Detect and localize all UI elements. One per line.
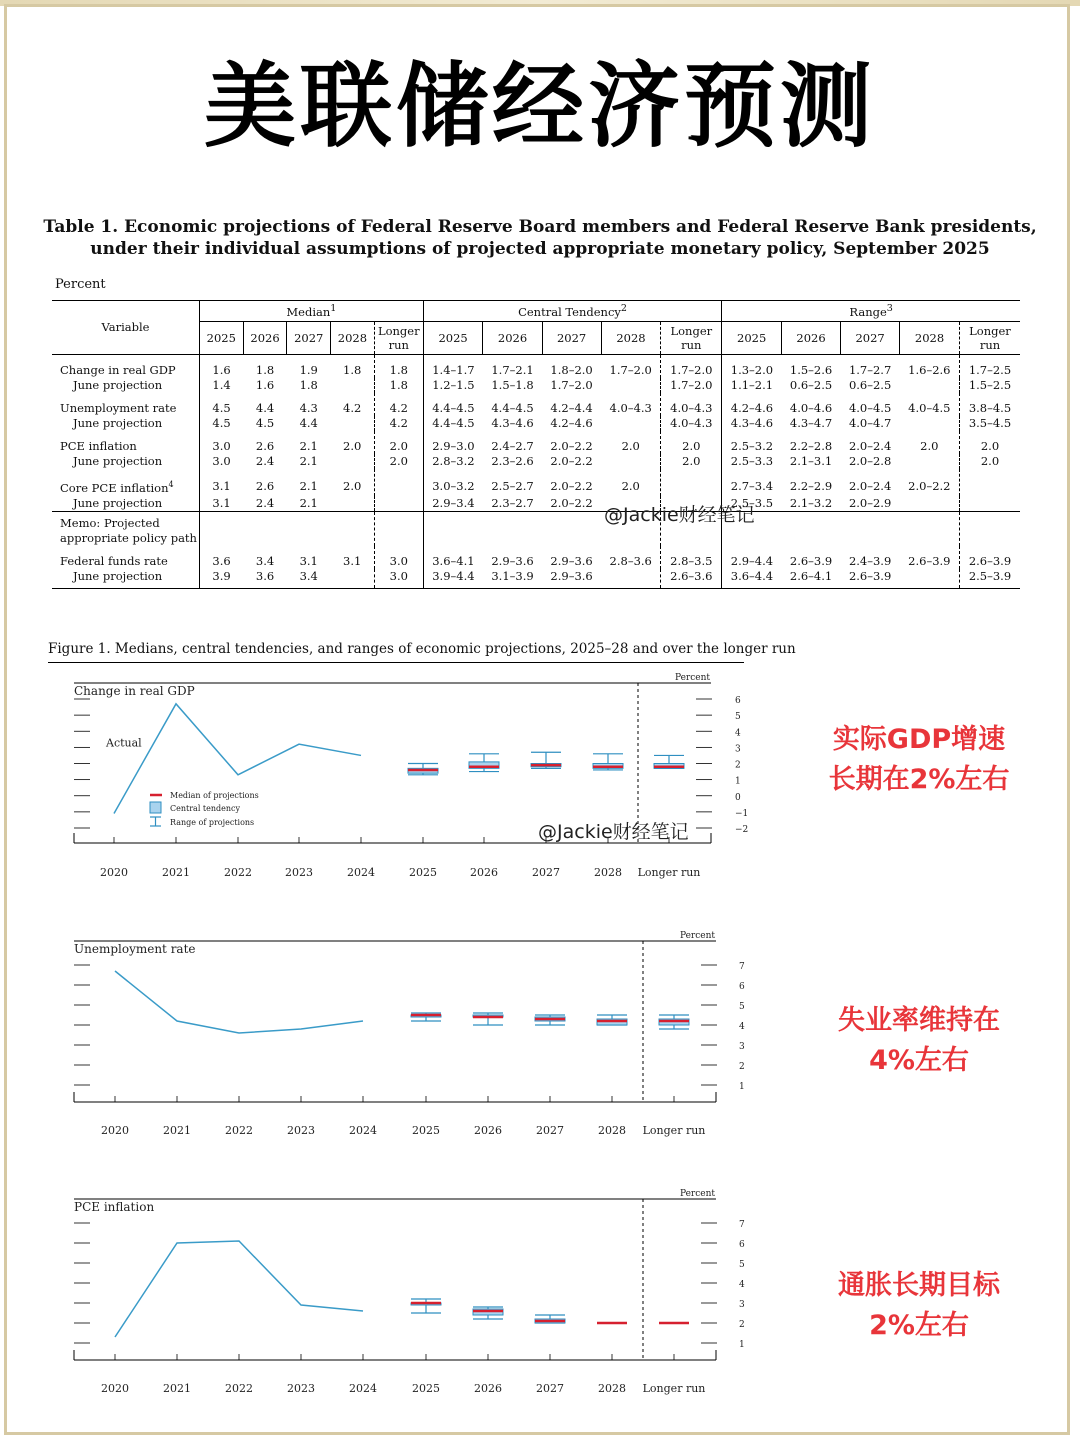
x-tick-label: 2028 (598, 1124, 626, 1137)
table-cell-ct: 2.5–2.7 (491, 478, 534, 493)
table-cell-median: 2.0 (343, 438, 362, 453)
y-axis-label: Percent (679, 1189, 715, 1199)
actual-label: Actual (106, 736, 142, 750)
table-cell-ct: 2.0 (621, 438, 640, 453)
y-axis-label: Percent (674, 673, 710, 683)
table-cell-median: 4.5 (199, 393, 243, 416)
y-tick-label: 3 (739, 1042, 745, 1052)
table-cell-median: 2.1 (299, 438, 318, 453)
table-cell-ct: 1.4–1.7 (423, 354, 483, 378)
table-cell-range: 2.0–2.2 (908, 478, 951, 493)
x-tick-label: 2028 (598, 1382, 626, 1395)
table-cell-median: 2.4 (255, 495, 275, 510)
table-cell-ct: 2.3–2.6 (491, 453, 534, 468)
row-label-text: Federal funds rate (60, 553, 168, 568)
year-header-median: 2028 (331, 321, 375, 354)
x-tick-label: 2026 (474, 1382, 502, 1395)
table-cell-median: 3.0 (199, 431, 243, 454)
table-cell-ct: 4.4–4.5 (423, 416, 483, 431)
table-cell-ct: 4.2–4.4 (550, 400, 593, 415)
table-cell-range: 2.6–3.9 (841, 569, 900, 589)
y-tick-label: 2 (735, 760, 741, 771)
table-cell-ct: 1.7–2.0 (550, 377, 593, 392)
table-cell-range: 2.6–3.9 (960, 546, 1021, 569)
x-tick-label: 2027 (532, 866, 560, 879)
y-tick-label: 1 (739, 1082, 745, 1092)
figure-title: Figure 1. Medians, central tendencies, and ranges of economic projections, 2025–28 and over the longer run (48, 641, 796, 657)
table-cell-ct: 1.7–2.1 (491, 362, 534, 377)
x-tick-label: 2025 (412, 1382, 440, 1395)
x-tick-label: 2022 (225, 1124, 253, 1137)
range-header-sup: 3 (886, 303, 893, 314)
x-tick-label: 2028 (594, 866, 622, 879)
median-header-label: Median (286, 304, 331, 319)
table-cell-range: 4.3–4.7 (789, 415, 833, 430)
variable-header: Variable (52, 301, 199, 355)
year-header-ct: Longer run (661, 321, 722, 354)
table-cell-median: 2.6 (255, 438, 275, 453)
table-cell-ct: 2.4–2.7 (491, 438, 534, 453)
table-cell-median: 1.9 (299, 362, 318, 377)
y-tick-label: 6 (739, 982, 745, 992)
y-tick-label: 3 (735, 744, 741, 755)
actual-series-line (115, 971, 363, 1033)
x-tick-label: 2020 (101, 1382, 129, 1395)
table-cell-range: 2.0–2.9 (848, 495, 892, 510)
x-tick-label: 2021 (162, 866, 190, 879)
year-header-range: 2025 (722, 321, 782, 354)
table-cell-range: 0.6–2.5 (789, 377, 833, 392)
annotation-inflation-line1: 通胀长期目标 (838, 1270, 1000, 1301)
y-tick-label: 4 (735, 728, 741, 739)
table-cell-ct: 2.0 (621, 478, 640, 493)
table-cell-ct: 2.9–3.6 (542, 569, 601, 589)
table-cell-ct: 2.8–3.2 (423, 454, 483, 469)
x-tick-label: 2026 (474, 1124, 502, 1137)
table-cell-range: 2.1–3.1 (789, 453, 833, 468)
table-cell-ct: 1.5–1.8 (491, 377, 534, 392)
x-tick-label: Longer run (642, 1382, 706, 1395)
table-cell-range: 2.0–2.8 (848, 453, 892, 468)
table-cell-ct: 4.4–4.5 (423, 393, 483, 416)
x-tick-label: 2020 (100, 866, 128, 879)
table-cell-range: 2.5–3.2 (722, 431, 782, 454)
year-header-range: Longer run (960, 321, 1021, 354)
table-cell-ct: 4.2–4.6 (550, 415, 593, 430)
table-cell-median: 2.1 (299, 478, 318, 493)
annotation-gdp-line1: 实际GDP增速 (832, 724, 1006, 755)
table-cell-range: 1.5–2.5 (960, 378, 1021, 393)
row-label-text: June projection (73, 415, 163, 430)
table-cell-range: 2.2–2.9 (789, 478, 833, 493)
watermark-chart: @Jackie财经笔记 (538, 821, 689, 843)
table-cell-range: 2.0 (920, 438, 939, 453)
table-cell-range: 1.1–2.1 (722, 378, 782, 393)
table-cell-ct: 3.9–4.4 (423, 569, 483, 589)
table-cell-median: 1.8 (343, 362, 362, 377)
x-tick-label: 2023 (287, 1124, 315, 1137)
table-cell-median: 1.8 (299, 377, 318, 392)
legend-median-label: Median of projections (170, 791, 259, 800)
table-cell-median: 4.3 (299, 400, 318, 415)
table-cell-range: 2.6–3.9 (789, 553, 833, 568)
y-tick-label: 5 (739, 1260, 745, 1270)
table-cell-range: 2.7–3.4 (722, 469, 782, 496)
table-cell-range: 1.7–2.5 (960, 354, 1021, 378)
x-tick-label: Longer run (637, 866, 701, 879)
year-header-median: 2027 (287, 321, 331, 354)
table-cell-median: 4.2 (374, 416, 423, 431)
table-cell-ct: 1.7–2.0 (661, 378, 722, 393)
table-cell-ct: 2.9–3.6 (491, 553, 534, 568)
annotation-gdp-line2: 长期在2%左右 (828, 764, 1010, 795)
table-cell-median: 1.6 (255, 377, 275, 392)
y-axis-label: Percent (679, 931, 715, 941)
table-cell-ct: 2.0 (661, 454, 722, 469)
x-tick-label: 2027 (536, 1382, 564, 1395)
year-header-ct: 2025 (423, 321, 483, 354)
table-cell-ct: 2.8–3.6 (609, 553, 652, 568)
table-cell-ct: 2.0–2.2 (550, 495, 593, 510)
table-cell-median: 3.0 (199, 454, 243, 469)
legend-range-label: Range of projections (170, 818, 255, 827)
table-cell-median: 1.8 (255, 362, 275, 377)
y-tick-label: 6 (739, 1240, 745, 1250)
table-cell-median: 3.4 (287, 569, 331, 589)
table-cell-median: 4.5 (199, 416, 243, 431)
y-tick-label: 6 (735, 696, 741, 706)
y-tick-label: 5 (735, 712, 741, 723)
row-label-text: June projection (73, 377, 163, 392)
y-tick-label: 1 (735, 776, 741, 787)
x-tick-label: 2020 (101, 1124, 129, 1137)
table-cell-range: 3.8–4.5 (960, 393, 1021, 416)
table-cell-range: 1.6–2.6 (908, 362, 951, 377)
table-cell-median: 4.5 (255, 415, 275, 430)
chart-title: Unemployment rate (74, 942, 196, 956)
row-label-text: June projection (73, 495, 163, 510)
table-cell-range: 2.0 (960, 431, 1021, 454)
x-tick-label: 2022 (224, 866, 252, 879)
table-cell-median: 2.0 (374, 431, 423, 454)
table-cell-ct: 4.0–4.3 (609, 400, 652, 415)
table-cell-median: 3.0 (374, 546, 423, 569)
table-cell-ct: 4.0–4.3 (661, 416, 722, 431)
table-cell-range: 2.4–3.9 (848, 553, 892, 568)
table-cell-ct: 2.0–2.2 (550, 438, 593, 453)
y-tick-label: 2 (739, 1320, 745, 1330)
memo-label-line1: Memo: Projected (60, 515, 160, 530)
y-tick-label: −2 (735, 825, 749, 835)
year-header-median: 2025 (199, 321, 243, 354)
y-tick-label: 5 (739, 1002, 745, 1012)
table-cell-median: 3.1 (199, 496, 243, 512)
ct-header-label: Central Tendency (518, 304, 621, 319)
table-cell-median: 2.1 (299, 453, 318, 468)
table-cell-ct: 1.7–2.0 (661, 354, 722, 378)
year-header-ct: 2028 (601, 321, 661, 354)
table-cell-ct: 2.0–2.2 (550, 478, 593, 493)
year-header-median: Longer run (374, 321, 423, 354)
table-cell-range: 3.5–4.5 (960, 416, 1021, 431)
year-header-median: 2026 (243, 321, 287, 354)
year-header-ct: 2027 (542, 321, 601, 354)
x-tick-label: 2025 (412, 1124, 440, 1137)
row-label-sup: 4 (168, 479, 174, 489)
table-cell-median: 3.6 (199, 546, 243, 569)
table-unit: Percent (55, 277, 106, 292)
memo-label-line2: appropriate policy path (60, 530, 197, 545)
table-cell-median: 3.6 (243, 569, 287, 589)
ct-header-sup: 2 (620, 303, 628, 314)
x-tick-label: 2022 (225, 1382, 253, 1395)
annotation-inflation-line2: 2%左右 (869, 1310, 969, 1341)
table-cell-range: 2.0–2.4 (848, 438, 892, 453)
table-cell-range: 2.9–4.4 (722, 546, 782, 569)
median-header-sup: 1 (330, 303, 337, 314)
table-cell-range: 3.6–4.4 (722, 569, 782, 589)
table-cell-range: 4.0–4.6 (789, 400, 833, 415)
table-cell-ct: 2.6–3.6 (661, 569, 722, 589)
x-tick-label: 2023 (285, 866, 313, 879)
table-cell-ct: 2.9–3.0 (423, 431, 483, 454)
table-cell-range: 2.5–3.5 (722, 496, 782, 512)
x-tick-label: 2025 (409, 866, 437, 879)
x-tick-label: 2023 (287, 1382, 315, 1395)
table-cell-median: 1.6 (199, 354, 243, 378)
y-tick-label: 1 (739, 1340, 745, 1350)
range-header-label: Range (849, 304, 887, 319)
table-cell-range: 1.7–2.7 (848, 362, 892, 377)
table-cell-median: 4.2 (343, 400, 362, 415)
table-cell-median: 1.4 (199, 378, 243, 393)
table-cell-ct: 2.9–3.6 (550, 553, 593, 568)
table-cell-ct: 4.4–4.5 (491, 400, 534, 415)
table-cell-median: 3.1 (343, 553, 362, 568)
y-tick-label: 7 (739, 962, 745, 972)
table-cell-median: 3.4 (255, 553, 275, 568)
legend-ct-swatch (150, 802, 161, 813)
table-cell-range: 2.6–4.1 (782, 569, 841, 589)
table-cell-range: 1.5–2.6 (789, 362, 833, 377)
table-cell-median: 4.4 (255, 400, 275, 415)
actual-series-line (115, 1241, 363, 1337)
year-header-ct: 2026 (483, 321, 542, 354)
table-cell-median: 4.2 (374, 393, 423, 416)
x-tick-label: 2024 (347, 866, 375, 879)
table-cell-ct: 2.3–2.7 (491, 495, 534, 510)
y-tick-label: 4 (739, 1022, 745, 1032)
table-cell-ct: 3.6–4.1 (423, 546, 483, 569)
table-cell-range: 4.0–4.5 (908, 400, 951, 415)
table-cell-range: 4.0–4.7 (848, 415, 892, 430)
row-label-text: Core PCE inflation (60, 480, 169, 495)
table-cell-median: 2.0 (343, 478, 362, 493)
y-tick-label: 7 (739, 1220, 745, 1230)
watermark-table: @Jackie财经笔记 (604, 504, 755, 526)
table-cell-range: 2.6–3.9 (908, 553, 951, 568)
x-tick-label: 2027 (536, 1124, 564, 1137)
table-cell-median: 3.1 (299, 553, 318, 568)
year-header-range: 2026 (782, 321, 841, 354)
table-cell-median: 1.8 (374, 354, 423, 378)
annotation-unemployment (789, 1001, 1049, 1081)
annotation-unemployment-line2: 4%左右 (869, 1045, 969, 1076)
table-cell-range: 2.0 (960, 454, 1021, 469)
table-cell-range: 4.3–4.6 (722, 416, 782, 431)
table-cell-median: 3.1 (199, 469, 243, 496)
y-tick-label: 4 (739, 1280, 745, 1290)
row-label-text: PCE inflation (60, 438, 137, 453)
chart-title: Change in real GDP (74, 684, 195, 698)
table-cell-median: 2.6 (255, 478, 275, 493)
y-tick-label: 2 (739, 1062, 745, 1072)
row-label-text: Change in real GDP (60, 362, 176, 377)
table-cell-range: 4.0–4.5 (848, 400, 892, 415)
table-cell-ct: 2.8–3.5 (661, 546, 722, 569)
x-tick-label: 2026 (470, 866, 498, 879)
row-label-text: June projection (73, 568, 163, 583)
table-cell-ct: 4.3–4.6 (491, 415, 534, 430)
table-cell-ct: 2.0 (661, 431, 722, 454)
table-cell-median: 2.1 (299, 495, 318, 510)
x-tick-label: Longer run (642, 1124, 706, 1137)
table-cell-ct: 3.0–3.2 (423, 469, 483, 496)
y-tick-label: 3 (739, 1300, 745, 1310)
table-cell-range: 2.2–2.8 (789, 438, 833, 453)
table-cell-range: 2.5–3.9 (960, 569, 1021, 589)
table-cell-ct: 2.0–2.2 (550, 453, 593, 468)
table-cell-ct: 2.9–3.4 (423, 496, 483, 512)
table-cell-range: 2.5–3.3 (722, 454, 782, 469)
table-cell-range: 1.3–2.0 (722, 354, 782, 378)
table-caption-line1: Table 1. Economic projections of Federal Reserve Board members and Federal Reserve Bank presidents, (43, 217, 1037, 237)
table-cell-median: 3.0 (374, 569, 423, 589)
table-cell-range: 2.1–3.2 (789, 495, 833, 510)
x-tick-label: 2024 (349, 1382, 377, 1395)
annotation-gdp (789, 720, 1049, 800)
table-cell-median: 3.9 (199, 569, 243, 589)
x-tick-label: 2021 (163, 1124, 191, 1137)
y-tick-label: −1 (735, 808, 749, 819)
year-header-range: 2028 (900, 321, 960, 354)
table-caption-line2: under their individual assumptions of projected appropriate monetary policy, September 2025 (90, 239, 990, 259)
table-cell-range: 4.2–4.6 (722, 393, 782, 416)
legend-ct-label: Central tendency (170, 804, 241, 813)
y-tick-label: 0 (735, 792, 741, 803)
table-cell-ct: 1.7–2.0 (609, 362, 652, 377)
chart-title: PCE inflation (74, 1200, 155, 1214)
year-header-range: 2027 (841, 321, 900, 354)
table-cell-range: 0.6–2.5 (848, 377, 892, 392)
annotation-unemployment-line1: 失业率维持在 (838, 1005, 1000, 1036)
x-tick-label: 2024 (349, 1124, 377, 1137)
table-cell-ct: 4.0–4.3 (661, 393, 722, 416)
row-label-text: June projection (73, 453, 163, 468)
table-cell-median: 2.0 (374, 454, 423, 469)
table-cell-median: 2.4 (255, 453, 275, 468)
table-cell-median: 1.8 (374, 378, 423, 393)
annotation-inflation (789, 1266, 1049, 1346)
table-cell-ct: 1.2–1.5 (423, 378, 483, 393)
table-cell-range: 2.0–2.4 (848, 478, 892, 493)
table-cell-median: 4.4 (299, 415, 318, 430)
page-title: 美联储经济预测 (203, 53, 876, 160)
table-cell-ct: 1.8–2.0 (550, 362, 593, 377)
x-tick-label: 2021 (163, 1382, 191, 1395)
row-label-text: Unemployment rate (60, 400, 177, 415)
table-cell-ct: 3.1–3.9 (483, 569, 542, 589)
